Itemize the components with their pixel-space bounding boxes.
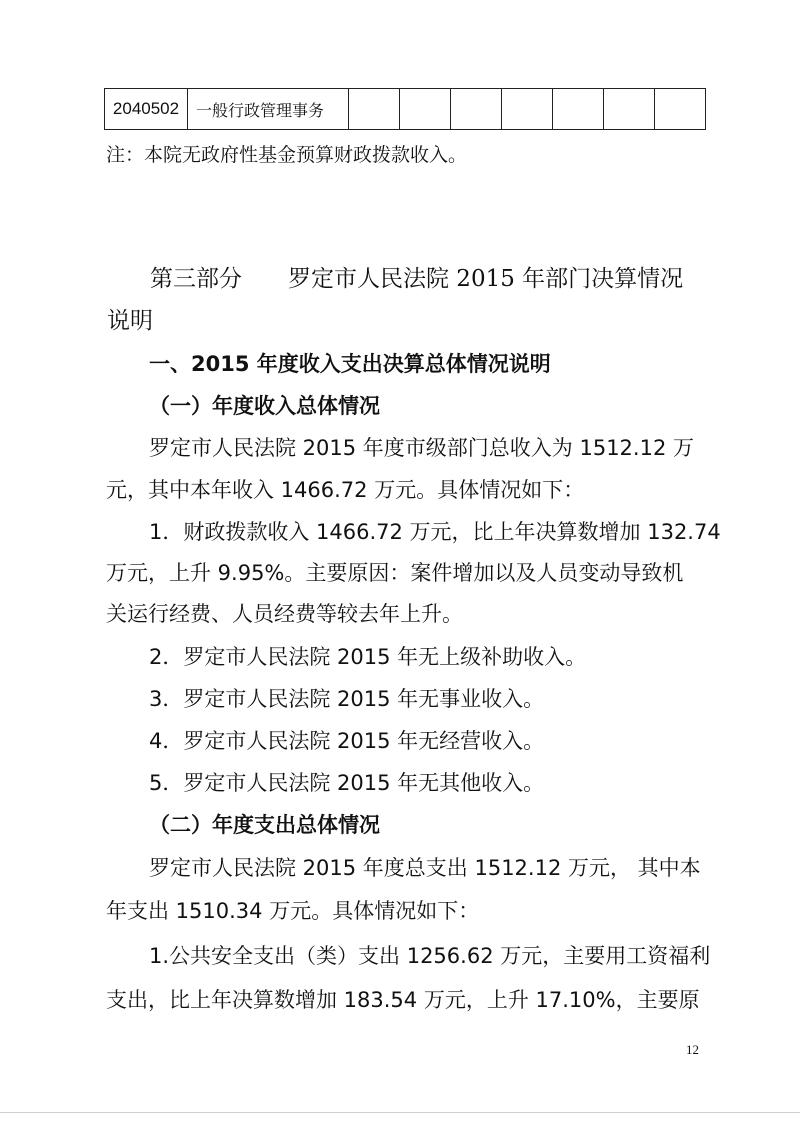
expense-item-1-line: 支出，比上年决算数增加 183.54 万元，上升 17.10%，主要原 — [106, 988, 700, 1012]
blank-cell — [553, 89, 604, 130]
blank-cell — [502, 89, 553, 130]
income-heading: （一）年度收入总体情况 — [149, 394, 380, 418]
part-title-line2: 说明 — [107, 308, 153, 334]
income-item-5: 5．罗定市人民法院 2015 年无其他收入。 — [149, 771, 545, 795]
blank-cell — [349, 89, 400, 130]
budget-table-row — [104, 88, 706, 130]
blank-cell — [451, 89, 502, 130]
income-item-2: 2．罗定市人民法院 2015 年无上级补助收入。 — [149, 645, 587, 669]
expense-item-1-line: 1.公共安全支出（类）支出 1256.62 万元，主要用工资福利 — [149, 944, 711, 968]
income-item-1-line: 关运行经费、人员经费等较去年上升。 — [106, 602, 463, 626]
page-number: 12 — [686, 1042, 699, 1057]
part-title-line1: 第三部分 罗定市人民法院 2015 年部门决算情况 — [150, 266, 684, 292]
table-row — [105, 89, 706, 130]
income-item-1-line: 1．财政拨款收入 1466.72 万元，比上年决算数增加 132.74 — [149, 520, 721, 544]
income-item-3: 3．罗定市人民法院 2015 年无事业收入。 — [149, 687, 545, 711]
item-code-cell: 2040502 — [105, 89, 188, 130]
blank-cell — [400, 89, 451, 130]
expense-paragraph-line: 年支出 1510.34 万元。具体情况如下： — [106, 899, 480, 923]
income-paragraph-line: 元，其中本年收入 1466.72 万元。具体情况如下： — [106, 478, 585, 502]
item-name-cell: 一般行政管理事务 — [188, 89, 349, 130]
income-item-4: 4．罗定市人民法院 2015 年无经营收入。 — [149, 729, 545, 753]
expense-paragraph-line: 罗定市人民法院 2015 年度总支出 1512.12 万元， 其中本 — [149, 856, 701, 880]
income-item-1-line: 万元，上升 9.95%。主要原因：案件增加以及人员变动导致机 — [106, 561, 684, 585]
blank-cell — [655, 89, 706, 130]
expense-heading: （二）年度支出总体情况 — [149, 813, 380, 837]
blank-cell — [604, 89, 655, 130]
section-heading: 一、2015 年度收入支出决算总体情况说明 — [149, 352, 551, 376]
table-note: 注：本院无政府性基金预算财政拨款收入。 — [106, 144, 468, 166]
income-paragraph-line: 罗定市人民法院 2015 年度市级部门总收入为 1512.12 万 — [149, 436, 694, 460]
page-bottom-rule — [0, 1112, 800, 1113]
